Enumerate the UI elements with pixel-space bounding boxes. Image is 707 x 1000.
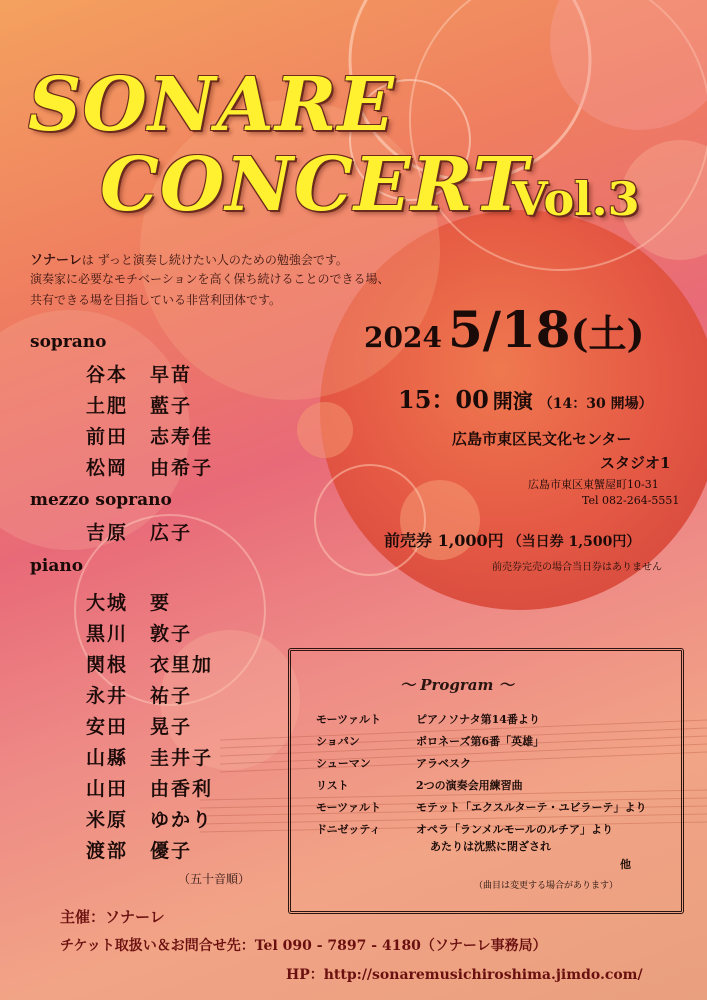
advance-ticket: 前売券 1,000円 [384,531,504,550]
doors-open: （14：30 開場） [538,396,653,412]
start-label: 開演 [492,389,533,413]
ticket-price [384,528,640,551]
piano-heading: piano [30,556,84,576]
event-weekday: (土) [570,311,645,356]
performer-name: 前田 志寿佳 [86,426,214,448]
performer-name: 吉原 広子 [86,522,193,544]
intro-line-2: 演奏家に必要なモチベーションを高く保ち続けることのできる場、 [30,272,390,286]
concert-title-line2: CONCERT [100,142,529,228]
homepage-link[interactable]: HP：http://sonaremusichiroshima.jimdo.com/ [286,967,643,983]
contact-info: チケット取扱い＆お問合せ先：Tel 090 - 7897 - 4180（ソナーレ事務局） [60,938,547,954]
program-item: ドニゼッティ オペラ「ランメルモールのルチア」より [316,823,614,836]
ticket-note: 前売券完売の場合当日券はありません [492,562,662,573]
intro-line-1 [30,249,348,268]
intro-line-3: 共有できる場を目指している非営利団体です。 [30,293,282,307]
performer-name: 山縣 圭井子 [86,747,214,769]
door-ticket: （当日券 1,500円） [507,534,641,550]
event-monthday: 5/18 [447,300,571,359]
event-year: 2024 [364,321,442,354]
program-item: モーツァルト モテット「エクスルターテ・ユビラーテ」より [316,801,647,814]
venue-name: 広島市東区民文化センター [452,430,632,448]
program-etc: 他 [620,858,631,871]
program-item: シューマン アラベスク [316,757,471,770]
performer-name: 黒川 敦子 [86,623,193,645]
event-date [364,300,645,359]
program-item-continued: あたりは沈黙に閉ざされ [430,840,551,853]
intro-line-1-rest: は ずっと演奏し続けたい人のための勉強会です。 [81,253,348,267]
order-note: （五十音順） [178,872,251,886]
performer-name: 安田 晃子 [86,716,193,738]
performer-name: 谷本 早苗 [86,364,193,386]
intro-lead: ソナーレ [30,253,82,268]
performer-name: 土肥 藍子 [86,395,193,417]
venue-tel: Tel 082-264-5551 [582,494,680,507]
program-item: モーツァルト ピアノソナタ第14番より [316,713,540,726]
performer-name: 山田 由香利 [86,778,214,800]
volume-label: Vol.3 [512,172,640,226]
program-item: リスト 2つの演奏会用練習曲 [316,779,523,792]
program-item: ショパン ポロネーズ第6番「英雄」 [316,735,545,748]
event-time [398,380,653,415]
performer-name: 永井 祐子 [86,685,193,707]
performer-name: 松岡 由希子 [86,457,214,479]
venue-room: スタジオ1 [600,454,671,472]
mezzo-soprano-heading: mezzo soprano [30,490,172,510]
performer-name: 米原 ゆかり [86,809,214,831]
performer-name: 関根 衣里加 [86,654,214,676]
performer-name: 大城 要 [86,592,172,614]
start-time: 15：00 [398,385,489,414]
soprano-heading: soprano [30,332,107,352]
performer-name: 渡部 優子 [86,840,193,862]
organizer: 主催：ソナーレ [60,908,165,926]
program-title: ～ Program ～ [400,676,514,694]
program-note: （曲目は変更する場合があります） [474,881,619,891]
concert-title-line1: SONARE [28,62,395,148]
venue-address: 広島市東区東蟹屋町10-31 [528,478,659,491]
